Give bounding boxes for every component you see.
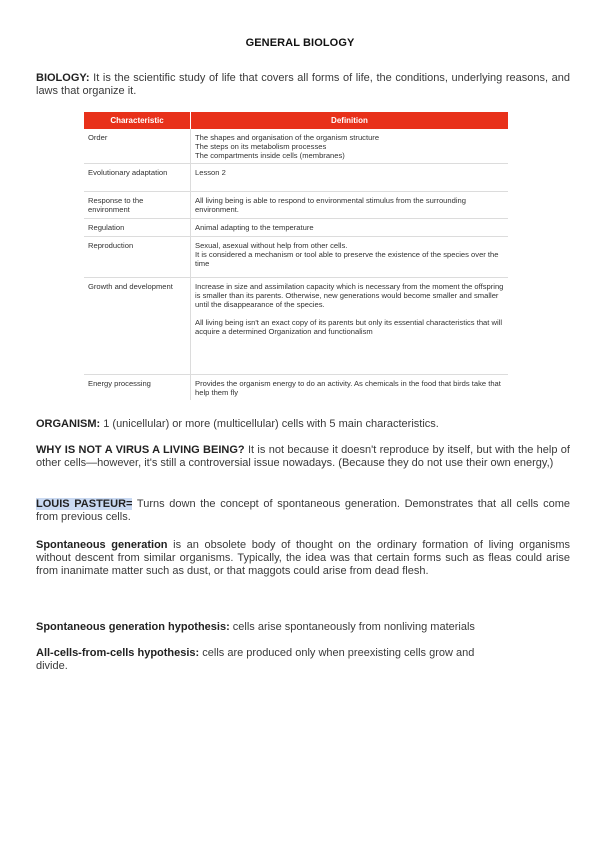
spontaneous-hypothesis bbox=[36, 621, 484, 634]
characteristic-cell: Energy processing bbox=[84, 374, 191, 400]
definition-cell bbox=[191, 129, 509, 163]
biology-text: It is the scientific study of life that covers all forms of life, the conditions, underlying reasons, and laws that organize it. bbox=[36, 72, 570, 97]
table-row bbox=[84, 218, 508, 236]
virus-question bbox=[36, 444, 570, 470]
definition-line: Animal adapting to the temperature bbox=[195, 222, 314, 232]
table-row bbox=[84, 191, 508, 218]
cells-from-cells-hypothesis bbox=[36, 647, 484, 673]
characteristic-cell: Reproduction bbox=[84, 236, 191, 277]
definition-cell bbox=[191, 374, 509, 400]
definition-cell bbox=[191, 163, 509, 191]
hypothesis1-label: Spontaneous generation hypothesis: bbox=[36, 621, 230, 633]
pasteur-label: LOUIS PASTEUR= bbox=[36, 498, 133, 510]
organism-text: 1 (unicellular) or more (multicellular) cells with 5 main characteristics. bbox=[100, 418, 439, 430]
organism-label: ORGANISM: bbox=[36, 418, 101, 430]
paragraph-gap bbox=[195, 309, 504, 318]
organism-definition bbox=[36, 418, 570, 431]
hypothesis1-text: cells arise spontaneously from nonliving materials bbox=[229, 621, 475, 633]
definition-line: It is considered a mechanism or tool able to preserve the existence of the species over the time bbox=[195, 249, 499, 268]
definition-cell bbox=[191, 191, 509, 218]
characteristics-table bbox=[84, 112, 508, 400]
virus-label: WHY IS NOT A VIRUS A LIVING BEING? bbox=[36, 444, 245, 456]
table-header-row bbox=[84, 112, 508, 129]
characteristic-cell: Regulation bbox=[84, 218, 191, 236]
definition-line: All living being isn't an exact copy of its parents but only its essential characteristics that will acquire a determined Organization and functionalism bbox=[195, 317, 503, 336]
header-definition: Definition bbox=[191, 112, 509, 129]
definition-line: The compartments inside cells (membranes) bbox=[195, 151, 345, 160]
biology-label: BIOLOGY: bbox=[36, 72, 90, 84]
definition-line: The shapes and organisation of the organism structure bbox=[195, 133, 380, 142]
definition-line: Sexual, asexual without help from other cells. bbox=[195, 240, 348, 250]
table-row bbox=[84, 236, 508, 277]
characteristic-cell: Evolutionary adaptation bbox=[84, 163, 191, 191]
definition-line: All living being is able to respond to environmental stimulus from the surrounding environment. bbox=[195, 195, 466, 214]
header-characteristic: Characteristic bbox=[84, 112, 191, 129]
definition-cell bbox=[191, 218, 509, 236]
biology-definition bbox=[36, 72, 570, 98]
hypothesis2-label: All-cells-from-cells hypothesis: bbox=[36, 647, 200, 659]
table-row bbox=[84, 163, 508, 191]
definition-cell bbox=[191, 277, 509, 374]
characteristic-cell: Response to the environment bbox=[84, 191, 191, 218]
virus-text: It is not because it doesn't reproduce by itself, but with the help of other cells—however, it's still a controversial issue nowadays. (Because they do not use their own energy,) bbox=[36, 444, 570, 469]
definition-line: Provides the organism energy to do an activity. As chemicals in the food that birds take that help them fly bbox=[195, 378, 501, 397]
spontaneous-label: Spontaneous generation bbox=[36, 539, 168, 551]
page-title: GENERAL BIOLOGY bbox=[245, 37, 355, 49]
characteristic-cell: Growth and development bbox=[84, 277, 191, 374]
definition-line: Increase in size and assimilation capacity which is necessary from the moment the offspring is smaller than its parents. Otherwise, new generations would become smaller and smaller until the disappearance of the species. bbox=[195, 281, 504, 309]
table-row bbox=[84, 374, 508, 400]
definition-line: Lesson 2 bbox=[195, 167, 226, 177]
hypothesis2-text: cells are produced only when preexisting cells grow and divide. bbox=[36, 647, 475, 672]
pasteur-text: Turns down the concept of spontaneous generation. Demonstrates that all cells come from previous cells. bbox=[36, 498, 570, 523]
definition-line: The steps on its metabolism processes bbox=[195, 142, 327, 151]
table-row bbox=[84, 277, 508, 374]
definition-cell bbox=[191, 236, 509, 277]
table-row bbox=[84, 129, 508, 163]
characteristic-cell: Order bbox=[84, 129, 191, 163]
spontaneous-generation-paragraph bbox=[36, 539, 570, 578]
spontaneous-text: is an obsolete body of thought on the ordinary formation of living organisms without descent from similar organisms. Typically, the idea was that certain forms such as fleas could arise from inanimate matter such as dust, or that maggots could arise from dead flesh. bbox=[36, 539, 570, 577]
pasteur-paragraph bbox=[36, 498, 570, 524]
